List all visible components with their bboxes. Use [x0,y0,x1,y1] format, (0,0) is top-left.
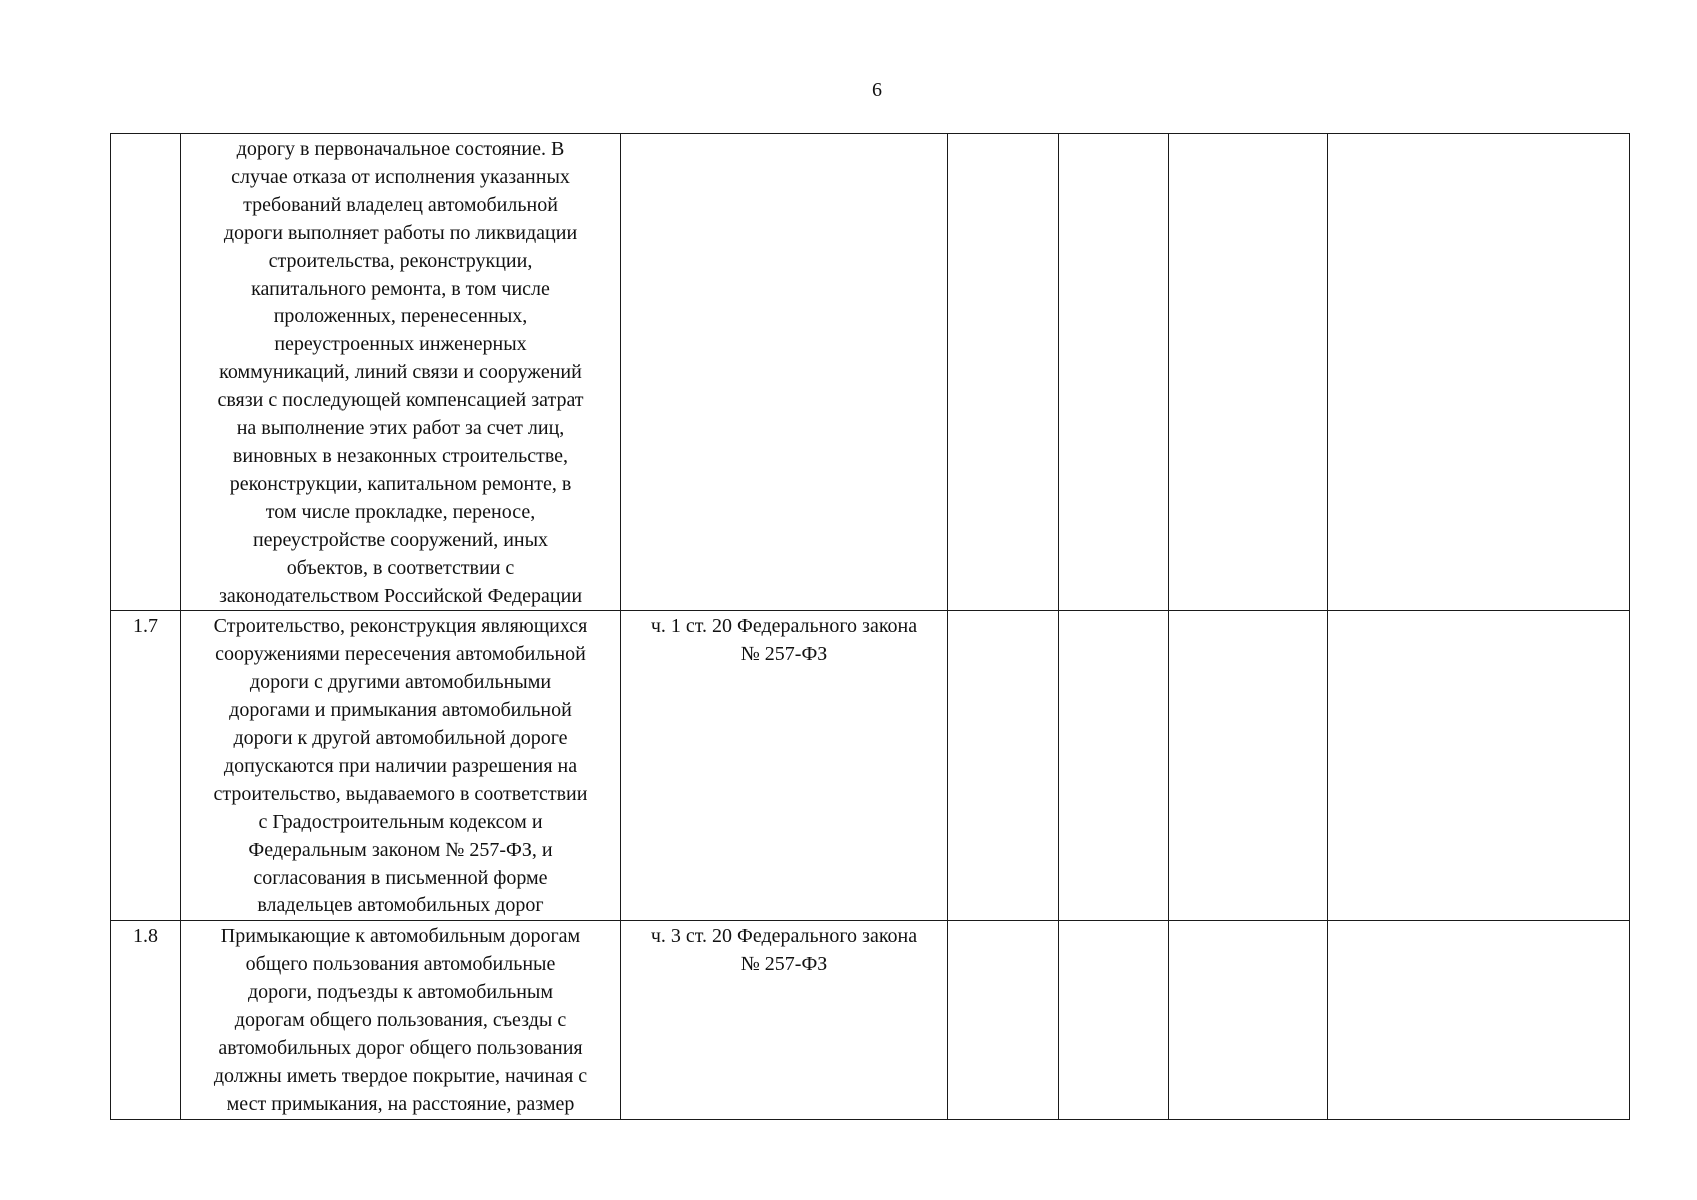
table-row [111,134,1630,611]
requirements-table [110,133,1630,1120]
table-row [111,921,1630,1119]
legal-reference-cell [621,611,948,921]
empty-cell [1059,134,1169,611]
empty-cell [948,134,1059,611]
requirement-text-cell: Примыкающие к автомобильным дорогам общего пользования автомобильные дороги, подъезды к автомобильным дорогам общего пользования, съезды с автомобильных дорог общего пользования должны иметь твердое покрытие, начиная с мест примыкания, на расстояние, размер [181,921,621,1119]
requirement-text-cell: дорогу в первоначальное состояние. В случае отказа от исполнения указанных требований владелец автомобильной дороги выполняет работы по ликвидации строительства, реконструкции, капитального ремонта, в том числе проложенных, перенесенных, переустроенных инженерных коммуникаций, линий связи и сооружений связи с последующей компенсацией затрат на выполнение этих работ за счет лиц, виновных в незаконных строительстве, реконструкции, капитальном ремонте, в том числе прокладке, переносе, переустройстве сооружений, иных объектов, в соответствии с законодательством Российской Федерации [181,134,621,611]
empty-cell [1059,611,1169,921]
page-number: 6 [872,79,882,101]
legal-reference-cell [621,134,948,611]
item-number-cell: 1.8 [111,921,181,1119]
empty-cell [948,611,1059,921]
empty-cell [1328,921,1630,1119]
empty-cell [1169,921,1328,1119]
empty-cell [1328,134,1630,611]
item-number-cell [111,134,181,611]
empty-cell [1328,611,1630,921]
legal-reference-line: ч. 3 ст. 20 Федерального закона [650,925,918,948]
requirement-text-cell: Строительство, реконструкция являющихся сооружениями пересечения автомобильной дороги с другими автомобильными дорогами и примыкания автомобильной дороги к другой автомобильной дороге допускаются при наличии разрешения на строительство, выдаваемого в соответствии с Градостроительным кодексом и Федеральным законом № 257-ФЗ, и согласования в письменной форме владельцев автомобильных дорог [181,611,621,921]
empty-cell [1169,611,1328,921]
item-number-cell: 1.7 [111,611,181,921]
table-row [111,611,1630,921]
legal-reference-cell [621,921,948,1119]
empty-cell [948,921,1059,1119]
empty-cell [1169,134,1328,611]
legal-reference-line: № 257-ФЗ [740,643,828,666]
legal-reference-line: № 257-ФЗ [740,953,828,976]
legal-reference-line: ч. 1 ст. 20 Федерального закона [650,615,918,638]
empty-cell [1059,921,1169,1119]
